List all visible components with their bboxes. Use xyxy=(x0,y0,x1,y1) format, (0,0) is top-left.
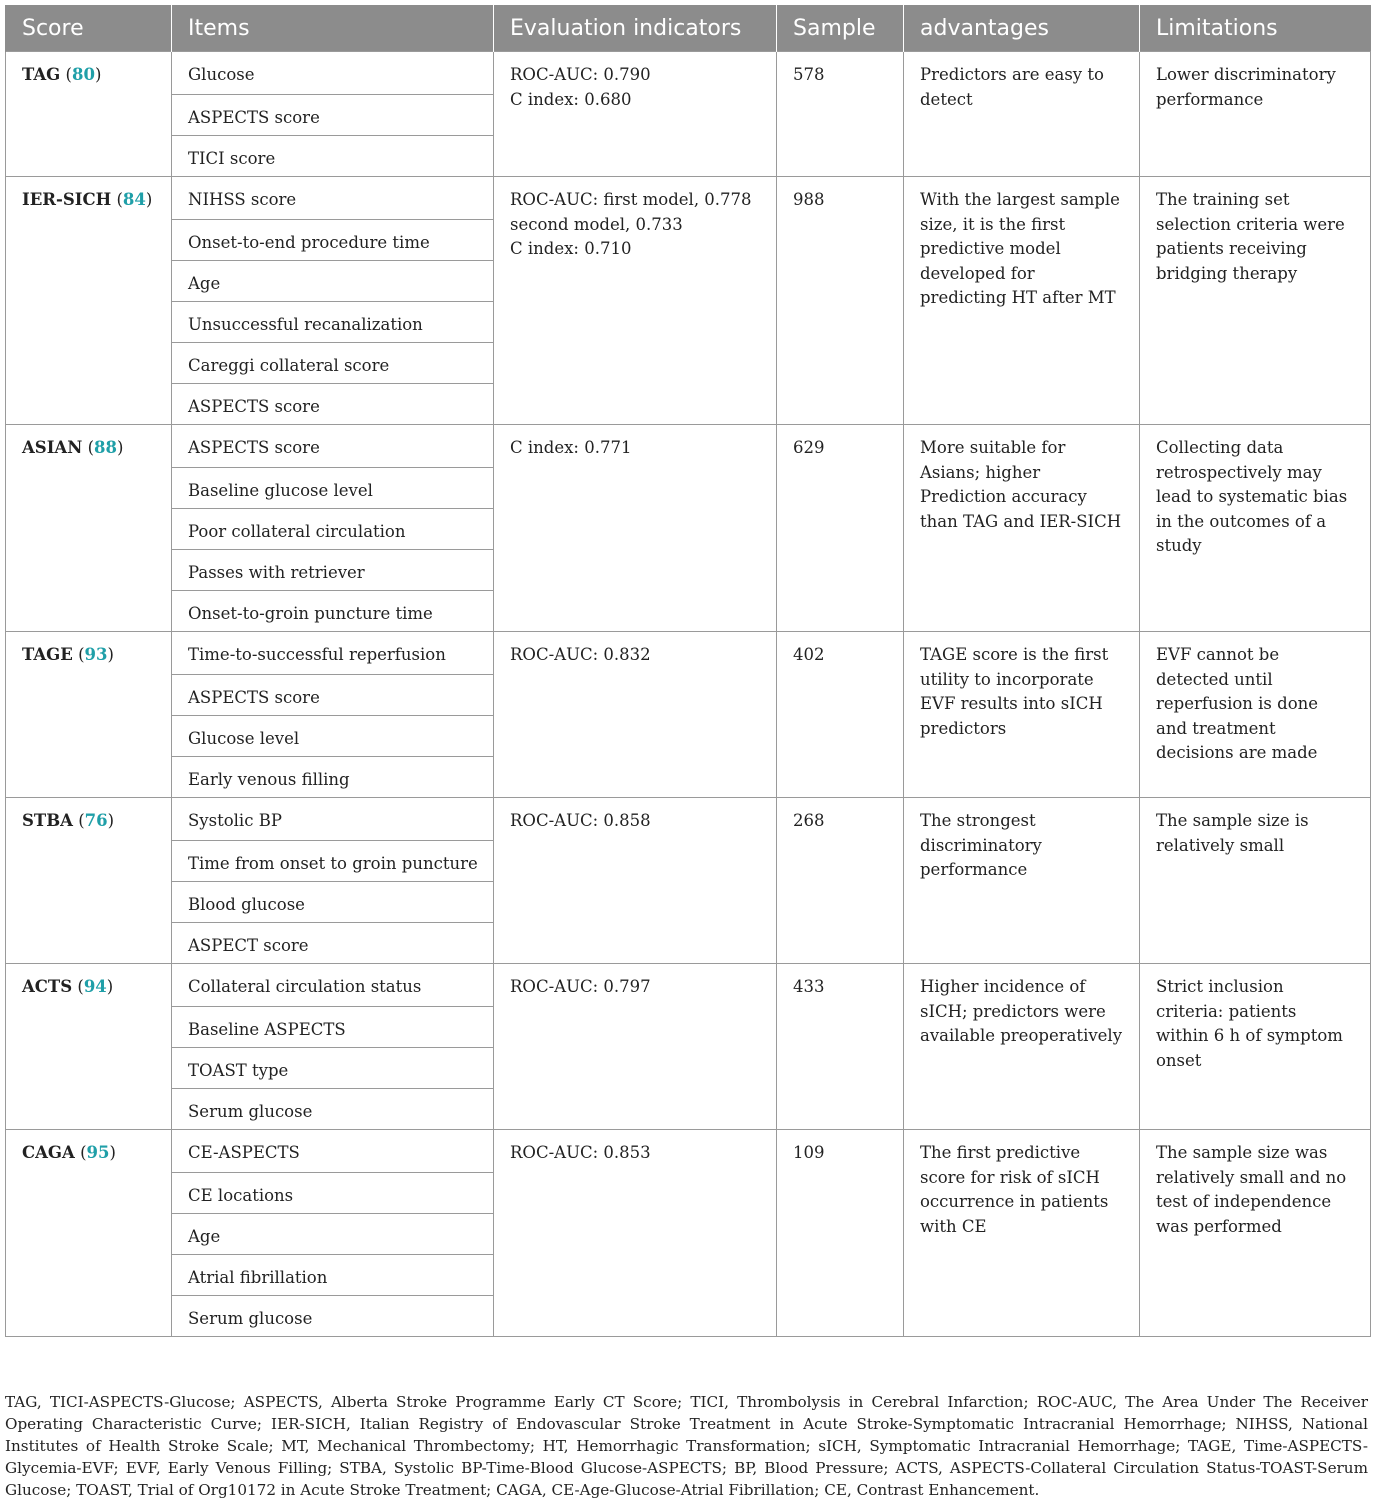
header-items: Items xyxy=(172,5,494,52)
score-name: IER-SICH xyxy=(22,190,112,209)
reference-link[interactable]: 94 xyxy=(83,977,107,996)
item-cell: ASPECTS score xyxy=(172,425,494,468)
score-name-cell: STBA (76) xyxy=(6,798,172,964)
item-cell: Unsuccessful recanalization xyxy=(172,302,494,343)
sample-cell: 109 xyxy=(777,1130,904,1337)
indicator-line: ROC-AUC: 0.832 xyxy=(510,645,651,664)
sample-cell: 578 xyxy=(777,52,904,177)
item-cell: CE-ASPECTS xyxy=(172,1130,494,1173)
score-name-cell: ASIAN (88) xyxy=(6,425,172,632)
item-cell: ASPECTS score xyxy=(172,675,494,716)
item-cell: ASPECTS score xyxy=(172,95,494,136)
header-evaluation-indicators: Evaluation indicators xyxy=(494,5,777,52)
limitations-cell: Lower discriminatory performance xyxy=(1140,52,1371,177)
score-name: CAGA xyxy=(22,1143,75,1162)
evaluation-indicators-cell xyxy=(494,798,777,964)
table-row xyxy=(6,1130,1371,1173)
table-row xyxy=(6,52,1371,95)
reference-link[interactable]: 88 xyxy=(94,438,117,457)
table-row xyxy=(6,632,1371,675)
indicator-line: C index: 0.771 xyxy=(510,438,632,457)
advantages-cell: With the largest sample size, it is the first predictive model developed for predicting HT after MT xyxy=(904,177,1140,425)
advantages-cell: Predictors are easy to detect xyxy=(904,52,1140,177)
indicator-line: C index: 0.680 xyxy=(510,89,632,109)
item-cell: Systolic BP xyxy=(172,798,494,841)
header-score: Score xyxy=(6,5,172,52)
reference-link[interactable]: 95 xyxy=(86,1143,110,1162)
indicator-line: C index: 0.710 xyxy=(510,239,632,258)
reference-link[interactable]: 93 xyxy=(84,645,108,664)
item-cell: TOAST type xyxy=(172,1048,494,1089)
sample-cell: 433 xyxy=(777,964,904,1130)
indicator-line: ROC-AUC: first model, 0.778 xyxy=(510,190,752,209)
indicator-line: ROC-AUC: 0.853 xyxy=(510,1143,651,1162)
header-sample: Sample xyxy=(777,5,904,52)
evaluation-indicators-cell xyxy=(494,1130,777,1337)
limitations-cell: The sample size is relatively small xyxy=(1140,798,1371,964)
indicator-line: ROC-AUC: 0.858 xyxy=(510,811,651,830)
score-name: ASIAN xyxy=(22,438,83,457)
sample-cell: 629 xyxy=(777,425,904,632)
item-cell: ASPECTS score xyxy=(172,384,494,425)
item-cell: NIHSS score xyxy=(172,177,494,220)
item-cell: Serum glucose xyxy=(172,1296,494,1337)
item-cell: Poor collateral circulation xyxy=(172,509,494,550)
item-cell: Baseline ASPECTS xyxy=(172,1007,494,1048)
item-cell: Collateral circulation status xyxy=(172,964,494,1007)
advantages-cell: The first predictive score for risk of sICH occurrence in patients with CE xyxy=(904,1130,1140,1337)
advantages-cell: More suitable for Asians; higher Prediction accuracy than TAG and IER-SICH xyxy=(904,425,1140,632)
table-row xyxy=(6,425,1371,468)
item-cell: Onset-to-end procedure time xyxy=(172,220,494,261)
header-advantages: advantages xyxy=(904,5,1140,52)
header-row xyxy=(6,5,1371,52)
reference-link[interactable]: 84 xyxy=(122,190,146,209)
sample-cell: 268 xyxy=(777,798,904,964)
evaluation-indicators-cell xyxy=(494,52,777,177)
score-name-cell: IER-SICH (84) xyxy=(6,177,172,425)
item-cell: Passes with retriever xyxy=(172,550,494,591)
item-cell: Early venous filling xyxy=(172,757,494,798)
indicator-line: second model, 0.733 xyxy=(510,214,683,234)
score-name: TAGE xyxy=(22,645,73,664)
item-cell: Time-to-successful reperfusion xyxy=(172,632,494,675)
limitations-cell: The training set selection criteria were patients receiving bridging therapy xyxy=(1140,177,1371,425)
evaluation-indicators-cell xyxy=(494,632,777,798)
advantages-cell: Higher incidence of sICH; predictors were available preoperatively xyxy=(904,964,1140,1130)
item-cell: TICI score xyxy=(172,136,494,177)
reference-link[interactable]: 76 xyxy=(84,811,108,830)
score-name-cell: TAG (80) xyxy=(6,52,172,177)
indicator-line: ROC-AUC: 0.797 xyxy=(510,977,651,996)
limitations-cell: The sample size was relatively small and no test of independence was performed xyxy=(1140,1130,1371,1337)
score-name: TAG xyxy=(22,65,61,84)
item-cell: Blood glucose xyxy=(172,882,494,923)
reference-link[interactable]: 80 xyxy=(71,65,95,84)
item-cell: Time from onset to groin puncture xyxy=(172,841,494,882)
item-cell: Baseline glucose level xyxy=(172,468,494,509)
evaluation-indicators-cell xyxy=(494,177,777,425)
score-comparison-table xyxy=(5,5,1371,1337)
sample-cell: 402 xyxy=(777,632,904,798)
evaluation-indicators-cell xyxy=(494,425,777,632)
header-limitations: Limitations xyxy=(1140,5,1371,52)
item-cell: ASPECT score xyxy=(172,923,494,964)
item-cell: Onset-to-groin puncture time xyxy=(172,591,494,632)
item-cell: CE locations xyxy=(172,1173,494,1214)
limitations-cell: Strict inclusion criteria: patients within 6 h of symptom onset xyxy=(1140,964,1371,1130)
item-cell: Careggi collateral score xyxy=(172,343,494,384)
table-row xyxy=(6,964,1371,1007)
advantages-cell: TAGE score is the first utility to incorporate EVF results into sICH predictors xyxy=(904,632,1140,798)
score-name-cell: TAGE (93) xyxy=(6,632,172,798)
limitations-cell: Collecting data retrospectively may lead to systematic bias in the outcomes of a study xyxy=(1140,425,1371,632)
item-cell: Age xyxy=(172,1214,494,1255)
score-name-cell: ACTS (94) xyxy=(6,964,172,1130)
table-footnote: TAG, TICI-ASPECTS-Glucose; ASPECTS, Alberta Stroke Programme Early CT Score; TICI, Thrombolysis in Cerebral Infarction; ROC-AUC, The Area Under The Receiver Operating Characteristic Curve; IER-SICH, Italian Registry of Endovascular Stroke Treatment in Acute Stroke-Symptomatic Intracranial Hemorrhage; NIHSS, National Institutes of Health Stroke Scale; MT, Mechanical Thrombectomy; HT, Hemorrhagic Transformation; sICH, Symptomatic Intracranial Hemorrhage; TAGE, Time-ASPECTS-Glycemia-EVF; EVF, Early Venous Filling; STBA, Systolic BP-Time-Blood Glucose-ASPECTS; BP, Blood Pressure; ACTS, ASPECTS-Collateral Circulation Status-TOAST-Serum Glucose; TOAST, Trial of Org10172 in Acute Stroke Treatment; CAGA, CE-Age-Glucose-Atrial Fibrillation; CE, Contrast Enhancement. xyxy=(5,1393,1368,1499)
item-cell: Glucose xyxy=(172,52,494,95)
evaluation-indicators-cell xyxy=(494,964,777,1130)
advantages-cell: The strongest discriminatory performance xyxy=(904,798,1140,964)
table-row xyxy=(6,177,1371,220)
item-cell: Serum glucose xyxy=(172,1089,494,1130)
score-name-cell: CAGA (95) xyxy=(6,1130,172,1337)
indicator-line: ROC-AUC: 0.790 xyxy=(510,65,651,84)
score-name: ACTS xyxy=(22,977,73,996)
item-cell: Glucose level xyxy=(172,716,494,757)
limitations-cell: EVF cannot be detected until reperfusion is done and treatment decisions are made xyxy=(1140,632,1371,798)
score-name: STBA xyxy=(22,811,73,830)
item-cell: Age xyxy=(172,261,494,302)
sample-cell: 988 xyxy=(777,177,904,425)
table-row xyxy=(6,798,1371,841)
item-cell: Atrial fibrillation xyxy=(172,1255,494,1296)
